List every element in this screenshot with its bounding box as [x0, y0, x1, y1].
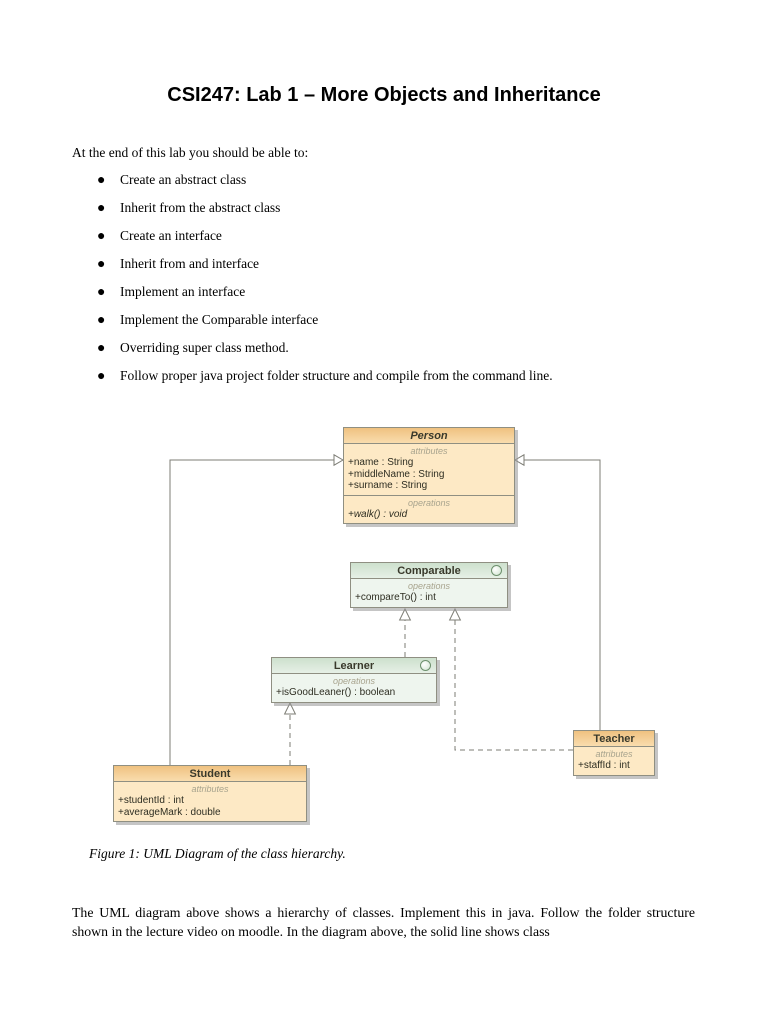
attribute: +staffId : int: [578, 760, 630, 771]
class-header: [114, 766, 306, 782]
attribute: +middleName : String: [348, 468, 445, 480]
operations-label: operations: [407, 497, 451, 508]
hollow-triangle-icon: [400, 609, 411, 620]
inheritance-student-person: [170, 455, 343, 765]
body-paragraph: The UML diagram above shows a hierarchy of classes. Implement this in java. Follow the folder structure shown in the lecture video on moodle. In the diagram above, the solid line shows class: [72, 905, 695, 939]
attributes-label: attributes: [595, 749, 633, 759]
attributes-compartment: [114, 782, 306, 821]
attributes-label: attributes: [410, 446, 448, 456]
realization-teacher-comparable: [450, 609, 573, 750]
bullet-icon: ●: [97, 257, 106, 272]
inheritance-teacher-person: [515, 455, 600, 730]
bullet-icon: ●: [97, 313, 106, 328]
realization-learner-comparable: [400, 609, 411, 657]
bullet-icon: ●: [97, 341, 106, 356]
bullet-icon: ●: [97, 285, 106, 300]
class-header: [344, 428, 514, 444]
uml-interface-comparable: [350, 562, 508, 608]
realization-student-learner: [285, 703, 296, 765]
class-header: [272, 658, 436, 674]
attribute: +surname : String: [348, 480, 428, 491]
class-name: Teacher: [593, 733, 635, 745]
operations-label: operations: [407, 581, 451, 591]
interface-ball-icon: [491, 565, 502, 576]
attributes-compartment: [344, 444, 514, 495]
operations-label: operations: [332, 676, 376, 686]
bullet-icon: ●: [97, 173, 106, 188]
attributes-label: attributes: [191, 784, 229, 794]
list-item-text: Create an abstract class: [120, 172, 247, 187]
hollow-triangle-icon: [450, 609, 461, 620]
list-item-text: Follow proper java project folder structure and compile from the command line.: [120, 368, 553, 383]
attribute: +averageMark : double: [118, 806, 221, 818]
page-title: CSI247: Lab 1 – More Objects and Inheritance: [167, 84, 601, 106]
hollow-triangle-icon: [334, 455, 343, 465]
attribute: +name : String: [348, 457, 414, 468]
operations-compartment: [351, 579, 507, 607]
uml-class-student: [113, 765, 307, 822]
list-item-text: Implement an interface: [120, 284, 246, 299]
list-item-text: Inherit from and interface: [120, 256, 260, 271]
class-name: Student: [189, 768, 231, 780]
interface-ball-icon: [420, 660, 431, 671]
operation: +walk() : void: [348, 508, 408, 520]
hollow-triangle-icon: [285, 703, 296, 714]
intro-text: At the end of this lab you should be able to:: [72, 145, 309, 160]
operations-compartment: [272, 674, 436, 702]
uml-class-teacher: [573, 730, 655, 776]
hollow-triangle-icon: [515, 455, 524, 465]
uml-interface-learner: [271, 657, 437, 703]
operations-compartment: [344, 495, 514, 524]
operation: +compareTo() : int: [355, 592, 436, 603]
bullet-icon: ●: [97, 229, 106, 244]
class-header: [574, 731, 654, 747]
class-name: Comparable: [397, 565, 461, 577]
class-header: [351, 563, 507, 579]
uml-class-person: [343, 427, 515, 524]
figure-caption: Figure 1: UML Diagram of the class hierarchy.: [89, 846, 346, 861]
class-name: Person: [410, 430, 448, 442]
attributes-compartment: [574, 747, 654, 775]
operation: +isGoodLeaner() : boolean: [276, 687, 396, 698]
bullet-icon: ●: [97, 201, 106, 216]
list-item-text: Implement the Comparable interface: [120, 312, 319, 327]
bullet-icon: ●: [97, 369, 106, 384]
list-item-text: Overriding super class method.: [120, 340, 289, 355]
list-item-text: Create an interface: [120, 228, 222, 243]
attribute: +studentId : int: [118, 795, 184, 806]
list-item-text: Inherit from the abstract class: [120, 200, 281, 215]
class-name: Learner: [333, 660, 375, 672]
